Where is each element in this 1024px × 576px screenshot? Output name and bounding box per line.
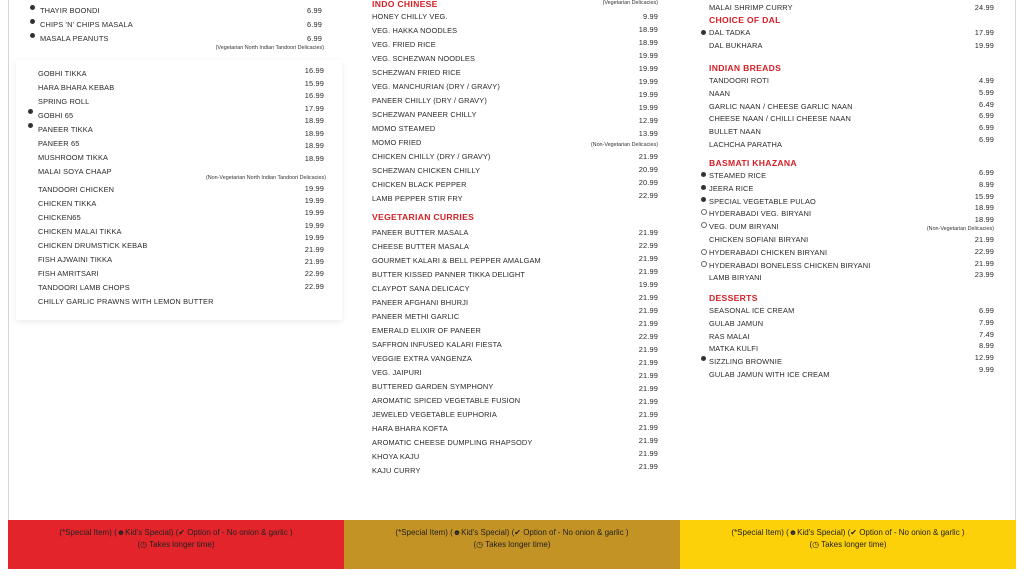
indo-chinese-heading: INDO CHINESE — [372, 0, 438, 9]
menu-item — [709, 332, 909, 344]
menu-item-name: KAJU CURRY — [372, 466, 421, 475]
menu-item — [38, 241, 298, 253]
menu-item-price: 16.99 — [304, 91, 324, 100]
menu-item — [709, 209, 909, 221]
menu-item-name: VEG. DUM BIRYANI — [709, 222, 779, 232]
menu-item — [372, 82, 592, 94]
option-no-onion-icon — [701, 172, 706, 177]
menu-item-name: GOURMET KALARI & BELL PEPPER AMALGAM — [372, 256, 541, 265]
option-no-onion-icon — [28, 123, 33, 128]
menu-item — [38, 213, 298, 225]
menu-item-name: SAFFRON INFUSED KALARI FIESTA — [372, 340, 502, 349]
legend-line-1: (*Special Item) (☻Kid's Special) (✔ Option of - No onion & garlic ) — [395, 528, 629, 537]
takes-longer-icon — [701, 261, 707, 267]
menu-item — [709, 261, 909, 273]
menu-item-name: BUTTERED GARDEN SYMPHONY — [372, 382, 494, 391]
option-no-onion-icon — [701, 356, 706, 361]
menu-item — [372, 166, 592, 178]
menu-item-price: 6.99 — [307, 6, 322, 15]
menu-item-name: SPRING ROLL — [38, 97, 90, 106]
menu-item — [372, 12, 592, 24]
menu-item-name: LAMB PEPPER STIR FRY — [372, 194, 463, 203]
menu-item — [38, 97, 298, 109]
menu-item-name: HYDERABADI BONELESS CHICKEN BIRYANI — [709, 260, 871, 270]
option-no-onion-icon — [28, 109, 33, 114]
veg-curries-heading: VEGETARIAN CURRIES — [372, 212, 475, 222]
menu-item-price: 19.99 — [304, 184, 324, 193]
menu-item-name: HARA BHARA KOFTA — [372, 424, 448, 433]
menu-item-price: 6.99 — [979, 306, 994, 315]
menu-item-price: 6.99 — [979, 111, 994, 121]
menu-item-price: 6.99 — [307, 34, 322, 43]
option-no-onion-icon — [701, 30, 706, 35]
menu-item — [38, 199, 298, 211]
menu-item-name: PANEER 65 — [38, 139, 80, 148]
menu-item-price: 23.99 — [974, 270, 994, 280]
menu-item-price: 21.99 — [638, 254, 658, 263]
menu-item-name: PANEER AFGHANI BHURJI — [372, 298, 469, 307]
menu-item-price: 18.99 — [304, 153, 324, 163]
option-no-onion-icon — [30, 5, 35, 10]
menu-item-name: MUSHROOM TIKKA — [38, 153, 109, 162]
menu-item — [709, 114, 909, 126]
menu-item-name: HARA BHARA KEBAB — [38, 83, 115, 92]
menu-item-name: PANEER BUTTER MASALA — [372, 228, 469, 237]
menu-item — [372, 138, 592, 150]
menu-item — [372, 368, 592, 380]
menu-item-price: 18.99 — [304, 128, 324, 138]
menu-item — [372, 110, 592, 122]
menu-item-name: MALAI SOYA CHAAP — [38, 167, 112, 176]
menu-item — [372, 438, 592, 450]
menu-item-name: CHICKEN CHILLY (DRY / GRAVY) — [372, 152, 491, 161]
menu-item-price: 21.99 — [638, 449, 658, 458]
menu-item — [372, 270, 592, 282]
menu-item — [709, 28, 909, 40]
menu-item-name: STEAMED RICE — [709, 171, 767, 180]
legend-line-1: (*Special Item) (☻Kid's Special) (✔ Option of - No onion & garlic ) — [59, 528, 293, 537]
menu-item — [38, 269, 298, 281]
menu-item-name: BUTTER KISSED PANNER TIKKA DELIGHT — [372, 270, 526, 279]
menu-item-price: 22.99 — [304, 269, 324, 279]
menu-item — [709, 184, 909, 196]
menu-item-name: KHOYA KAJU — [372, 452, 420, 461]
menu-item — [709, 171, 909, 183]
menu-item-price: 19.99 — [304, 220, 324, 230]
menu-item — [709, 102, 909, 114]
menu-item-price: 19.99 — [638, 77, 658, 86]
menu-item-price: 15.99 — [974, 191, 994, 201]
menu-item — [38, 139, 298, 151]
menu-item-name: SIZZLING BROWNIE — [709, 357, 783, 367]
menu-item-price: 21.99 — [638, 319, 658, 328]
menu-item-price: 18.99 — [974, 203, 994, 213]
menu-item — [38, 69, 298, 81]
menu-item-name: GOBHI TIKKA — [38, 69, 87, 78]
menu-item-name: CHICKEN SOFIANI BIRYANI — [709, 235, 809, 244]
desserts-heading: DESSERTS — [709, 293, 758, 303]
menu-item-name: MOMO STEAMED — [372, 124, 436, 133]
legend-footer-gold — [344, 520, 680, 569]
menu-item-name: SCHEZWAN PANEER CHILLY — [372, 110, 477, 119]
menu-item — [38, 297, 298, 309]
menu-item-name: HYDERABADI VEG. BIRYANI — [709, 209, 812, 219]
menu-item — [372, 124, 592, 136]
menu-item-name: CHILLY GARLIC PRAWNS WITH LEMON BUTTER — [38, 297, 214, 306]
veg-tandoori-note: (Vegetarian North Indian Tandoori Delicacies) — [215, 45, 324, 51]
menu-item-name: JEWELED VEGETABLE EUPHORIA — [372, 410, 497, 419]
option-no-onion-icon — [701, 197, 706, 202]
menu-item-price: 24.99 — [974, 3, 994, 12]
menu-item — [372, 68, 592, 80]
menu-item-name: GOBHI 65 — [38, 111, 74, 120]
menu-item — [372, 54, 592, 66]
menu-item-price: 19.99 — [638, 64, 658, 73]
menu-item — [372, 152, 592, 164]
menu-item-name: MATKA KULFI — [709, 344, 759, 354]
menu-item-price: 15.99 — [304, 78, 324, 88]
menu-item-price: 6.99 — [979, 123, 994, 133]
menu-item — [709, 306, 909, 318]
menu-item-price: 7.99 — [979, 317, 994, 327]
menu-item-price: 22.99 — [638, 241, 658, 250]
menu-item-name: FISH AJWAINI TIKKA — [38, 255, 113, 264]
menu-item-price: 18.99 — [974, 215, 994, 225]
menu-item — [372, 180, 592, 192]
menu-item — [709, 357, 909, 369]
menu-item-name: CHIPS 'N' CHIPS MASALA — [40, 20, 133, 29]
menu-item — [372, 96, 592, 108]
menu-item-price: 9.99 — [979, 365, 994, 374]
menu-item-name: PANEER TIKKA — [38, 125, 93, 134]
menu-item — [38, 83, 298, 95]
menu-item-name: TANDOORI LAMB CHOPS — [38, 283, 130, 292]
menu-item-price: 6.49 — [979, 99, 994, 109]
menu-item-name: SCHEZWAN FRIED RICE — [372, 68, 461, 77]
menu-item — [38, 111, 298, 123]
menu-item — [709, 248, 909, 260]
menu-item — [372, 242, 592, 254]
menu-item — [709, 344, 909, 356]
menu-item — [372, 354, 592, 366]
menu-item-name: MASALA PEANUTS — [40, 34, 109, 43]
menu-item-price: 6.99 — [979, 168, 994, 177]
menu-item — [372, 194, 592, 206]
menu-item-name: VEG. SCHEZWAN NOODLES — [372, 54, 476, 63]
menu-item-price: 18.99 — [638, 38, 658, 47]
menu-item-price: 8.99 — [979, 341, 994, 351]
menu-item — [709, 127, 909, 139]
menu-item-name: BULLET NAAN — [709, 127, 762, 137]
menu-item-price: 20.99 — [638, 178, 658, 187]
menu-item-name: VEG. MANCHURIAN (DRY / GRAVY) — [372, 82, 500, 91]
menu-item — [372, 298, 592, 310]
menu-item-price: 21.99 — [974, 235, 994, 244]
menu-item-price: 18.99 — [638, 25, 658, 34]
menu-item-price: 21.99 — [638, 306, 658, 315]
menu-item — [38, 153, 298, 165]
menu-item — [38, 125, 298, 137]
menu-item-name: TANDOORI CHICKEN — [38, 185, 115, 194]
menu-item-name: AROMATIC SPICED VEGETABLE FUSION — [372, 396, 521, 405]
legend-line-2: (◷ Takes longer time) — [809, 540, 887, 549]
menu-item-name: CHICKEN DRUMSTICK KEBAB — [38, 241, 148, 250]
menu-item-name: MALAI SHRIMP CURRY — [709, 3, 793, 12]
menu-item-name: CHICKEN65 — [38, 213, 81, 222]
menu-item — [709, 319, 909, 331]
menu-item — [709, 370, 909, 382]
menu-item — [40, 6, 280, 18]
menu-item-name: SEASONAL ICE CREAM — [709, 306, 795, 315]
menu-item-name: VEGGIE EXTRA VANGENZA — [372, 354, 472, 363]
menu-item-price: 5.99 — [979, 87, 994, 97]
takes-longer-icon — [701, 209, 707, 215]
option-no-onion-icon — [30, 33, 35, 38]
option-no-onion-icon — [701, 185, 706, 190]
menu-item-price: 20.99 — [638, 165, 658, 174]
menu-item-name: AROMATIC CHEESE DUMPLING RHAPSODY — [372, 438, 533, 447]
menu-item-price: 21.99 — [304, 245, 324, 254]
menu-item — [372, 466, 592, 478]
menu-item-price: 21.99 — [638, 371, 658, 380]
menu-item — [372, 452, 592, 464]
menu-item-name: NAAN — [709, 88, 731, 98]
menu-item-name: GULAB JAMUN — [709, 318, 764, 328]
choice-of-dal-heading: CHOICE OF DAL — [709, 15, 781, 25]
menu-item-price: 12.99 — [638, 116, 658, 125]
menu-item — [709, 76, 909, 88]
menu-item — [709, 140, 909, 152]
takes-longer-icon — [701, 222, 707, 228]
menu-item-price: 19.99 — [638, 280, 658, 289]
menu-item-name: THAYIR BOONDI — [40, 6, 100, 15]
menu-item-name: CHEESE BUTTER MASALA — [372, 242, 470, 251]
menu-item-price: 19.99 — [304, 232, 324, 242]
menu-item-price: 18.99 — [304, 116, 324, 125]
menu-item — [709, 222, 909, 234]
nonveg-tandoori-note: (Non-Vegetarian North Indian Tandoori Delicacies) — [205, 175, 326, 181]
menu-item — [372, 284, 592, 296]
menu-item-price: 6.99 — [307, 20, 322, 29]
menu-item-price: 17.99 — [304, 103, 324, 113]
menu-item-name: LAMB BIRYANI — [709, 273, 762, 283]
menu-item — [38, 185, 298, 197]
menu-item — [372, 228, 592, 240]
menu-item-price: 18.99 — [304, 141, 324, 150]
menu-item — [709, 41, 909, 53]
menu-item — [372, 256, 592, 268]
menu-item-price: 19.99 — [304, 208, 324, 218]
menu-item-price: 6.99 — [979, 135, 994, 144]
menu-item-name: RAS MALAI — [709, 331, 750, 341]
menu-item-price: 16.99 — [304, 66, 324, 75]
menu-item-price: 22.99 — [638, 332, 658, 341]
menu-item-name: CHICKEN MALAI TIKKA — [38, 227, 122, 236]
nonveg-delicacies-note-2: (Non-Vegetarian Delicacies) — [926, 226, 994, 232]
menu-item-name: CHICKEN TIKKA — [38, 199, 97, 208]
menu-item-name: EMERALD ELIXIR OF PANEER — [372, 326, 482, 335]
menu-item-name: SCHEZWAN CHICKEN CHILLY — [372, 166, 481, 175]
menu-item-name: DAL TADKA — [709, 28, 751, 37]
menu-item-price: 21.99 — [974, 258, 994, 268]
menu-item-price: 4.99 — [979, 76, 994, 85]
menu-item — [709, 3, 909, 15]
menu-item-price: 9.99 — [643, 12, 658, 21]
menu-item-name: HYDERABADI CHICKEN BIRYANI — [709, 247, 828, 257]
menu-item-price: 21.99 — [638, 423, 658, 432]
indian-breads-heading: INDIAN BREADS — [709, 63, 782, 73]
menu-item-price: 21.99 — [638, 462, 658, 471]
menu-item — [372, 382, 592, 394]
menu-item-price: 21.99 — [638, 293, 658, 302]
legend-line-2: (◷ Takes longer time) — [473, 540, 551, 549]
menu-item-name: LACHCHA PARATHA — [709, 140, 783, 149]
menu-item-name: CLAYPOT SANA DELICACY — [372, 284, 470, 293]
menu-item-name: TANDOORI ROTI — [709, 76, 770, 85]
menu-item — [38, 283, 298, 295]
menu-item-name: VEG. HAKKA NOODLES — [372, 26, 458, 35]
veg-delicacies-note: (Vegetarian Delicacies) — [602, 0, 658, 6]
menu-item-price: 19.99 — [638, 90, 658, 99]
menu-item-name: DAL BUKHARA — [709, 41, 763, 50]
menu-item-name: MOMO FRIED — [372, 138, 422, 147]
menu-item-name: VEG. FRIED RICE — [372, 40, 436, 49]
menu-item-price: 12.99 — [974, 353, 994, 363]
menu-item — [709, 235, 909, 247]
takes-longer-icon — [701, 249, 707, 255]
menu-item — [372, 40, 592, 52]
menu-item — [372, 396, 592, 408]
menu-item-name: PANEER CHILLY (DRY / GRAVY) — [372, 96, 487, 105]
menu-item-price: 7.49 — [979, 329, 994, 339]
menu-item-price: 21.99 — [638, 397, 658, 406]
menu-item-name: SPECIAL VEGETABLE PULAO — [709, 196, 816, 206]
menu-item-name: JEERA RICE — [709, 183, 754, 193]
menu-item-name: PANEER METHI GARLIC — [372, 312, 460, 321]
menu-item-price: 21.99 — [638, 267, 658, 276]
menu-item-price: 13.99 — [638, 129, 658, 138]
menu-item — [709, 273, 909, 285]
menu-item-price: 19.99 — [638, 103, 658, 112]
menu-item — [709, 197, 909, 209]
menu-item-price: 21.99 — [638, 436, 658, 445]
menu-item — [40, 20, 280, 32]
legend-line-1: (*Special Item) (☻Kid's Special) (✔ Option of - No onion & garlic ) — [731, 528, 965, 537]
menu-item — [372, 26, 592, 38]
menu-item-price: 17.99 — [974, 28, 994, 37]
menu-item-price: 21.99 — [638, 384, 658, 393]
menu-item-price: 19.99 — [974, 41, 994, 50]
menu-item — [372, 312, 592, 324]
option-no-onion-icon — [30, 19, 35, 24]
menu-item-name: CHEESE NAAN / CHILLI CHEESE NAAN — [709, 114, 851, 124]
legend-footer-yellow — [680, 520, 1016, 569]
menu-item — [372, 326, 592, 338]
menu-item — [38, 255, 298, 267]
menu-item-price: 21.99 — [638, 358, 658, 367]
menu-item-name: VEG. JAIPURI — [372, 368, 422, 377]
menu-item-price: 22.99 — [638, 191, 658, 200]
menu-item-name: FISH AMRITSARI — [38, 269, 99, 278]
menu-item-price: 21.99 — [638, 152, 658, 161]
menu-item — [709, 89, 909, 101]
menu-item-price: 8.99 — [979, 179, 994, 189]
menu-item-name: GULAB JAMUN WITH ICE CREAM — [709, 370, 830, 379]
menu-item-price: 21.99 — [638, 228, 658, 237]
menu-item-price: 21.99 — [304, 257, 324, 267]
menu-item — [372, 424, 592, 436]
legend-footer-red — [8, 520, 344, 569]
menu-item-name: HONEY CHILLY VEG. — [372, 12, 448, 21]
nonveg-delicacies-note: (Non-Vegetarian Delicacies) — [590, 142, 658, 148]
menu-item-price: 21.99 — [638, 410, 658, 419]
basmati-khazana-heading: BASMATI KHAZANA — [709, 158, 797, 168]
menu-item — [372, 340, 592, 352]
menu-item — [372, 410, 592, 422]
menu-item-name: GARLIC NAAN / CHEESE GARLIC NAAN — [709, 101, 853, 111]
legend-line-2: (◷ Takes longer time) — [137, 540, 215, 549]
menu-item — [38, 227, 298, 239]
menu-item-price: 21.99 — [638, 345, 658, 354]
menu-item-price: 22.99 — [304, 281, 324, 291]
menu-item-price: 19.99 — [304, 196, 324, 206]
menu-item-price: 22.99 — [974, 246, 994, 256]
menu-item-name: CHICKEN BLACK PEPPER — [372, 180, 467, 189]
menu-item-price: 19.99 — [638, 51, 658, 60]
